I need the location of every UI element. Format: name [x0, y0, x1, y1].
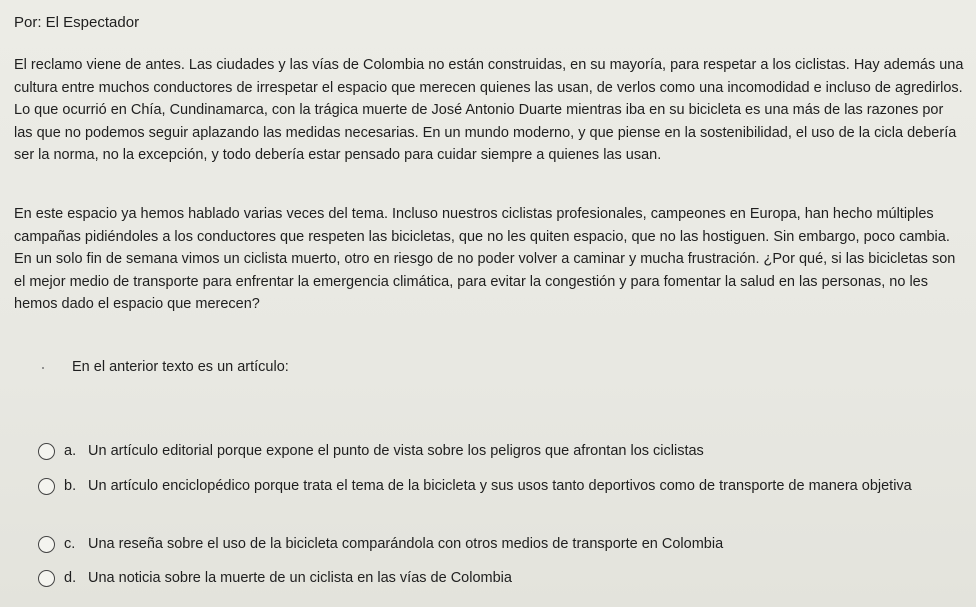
article-paragraph-2: En este espacio ya hemos hablado varias veces del tema. Incluso nuestros ciclistas profesionales, campeones en Europa, han hecho múltiples campañas pidiéndoles a los conductores que respeten las bicicletas, que no les quiten espacio, que no las hostiguen. Sin embargo, poco cambia. En un solo fin de semana vimos un ciclista muerto, otro en riesgo de no poder volver a caminar y mucha frustración. ¿Por qué, si las bicicletas son el mejor medio de transporte para enfrentar la emergencia climática, para evitar la congestión y para fomentar la salud en las personas, no les hemos dado el espacio que merecen? — [14, 206, 956, 313]
article-author: Por: El Espectador — [14, 14, 140, 31]
option-text: Una noticia sobre la muerte de un ciclista en las vías de Colombia — [88, 570, 512, 586]
option-letter: c. — [64, 536, 76, 552]
option-c[interactable] — [38, 533, 958, 556]
question-text: En el anterior texto es un artículo: — [72, 359, 289, 375]
option-letter: a. — [64, 443, 77, 459]
option-text: Un artículo enciclopédico porque trata el tema de la bicicleta y sus usos tanto deportivos como de transporte de manera objetiva — [88, 478, 912, 494]
option-text: Un artículo editorial porque expone el punto de vista sobre los peligros que afrontan los ciclistas — [88, 443, 704, 459]
radio-button-c[interactable] — [38, 536, 55, 553]
option-letter: d. — [64, 570, 77, 586]
option-d[interactable] — [38, 567, 958, 590]
option-a[interactable] — [38, 440, 958, 463]
option-letter: b. — [64, 478, 77, 494]
radio-button-a[interactable] — [38, 443, 55, 460]
option-text: Una reseña sobre el uso de la bicicleta comparándola con otros medios de transporte en Colombia — [88, 536, 724, 552]
article-paragraph-1: El reclamo viene de antes. Las ciudades y las vías de Colombia no están construidas, en su mayoría, para respetar a los ciclistas. Hay además una cultura entre muchos conductores de irrespetar el espacio que merecen quienes las usan, de verlos como una incomodidad e incluso de agredirlos. Lo que ocurrió en Chía, Cundinamarca, con la trágica muerte de José Antonio Duarte mientras iba en su bicicleta es una más de las razones por las que no podemos seguir aplazando las medidas necesarias. En un mundo moderno, y que piense en la sostenibilidad, el uso de la cicla debería ser la norma, no la excepción, y todo debería estar pensado para cuidar siempre a quienes las usan. — [14, 57, 964, 164]
option-b[interactable] — [38, 475, 958, 498]
radio-button-d[interactable] — [38, 570, 55, 587]
bullet-dot — [42, 367, 44, 369]
radio-button-b[interactable] — [38, 478, 55, 495]
